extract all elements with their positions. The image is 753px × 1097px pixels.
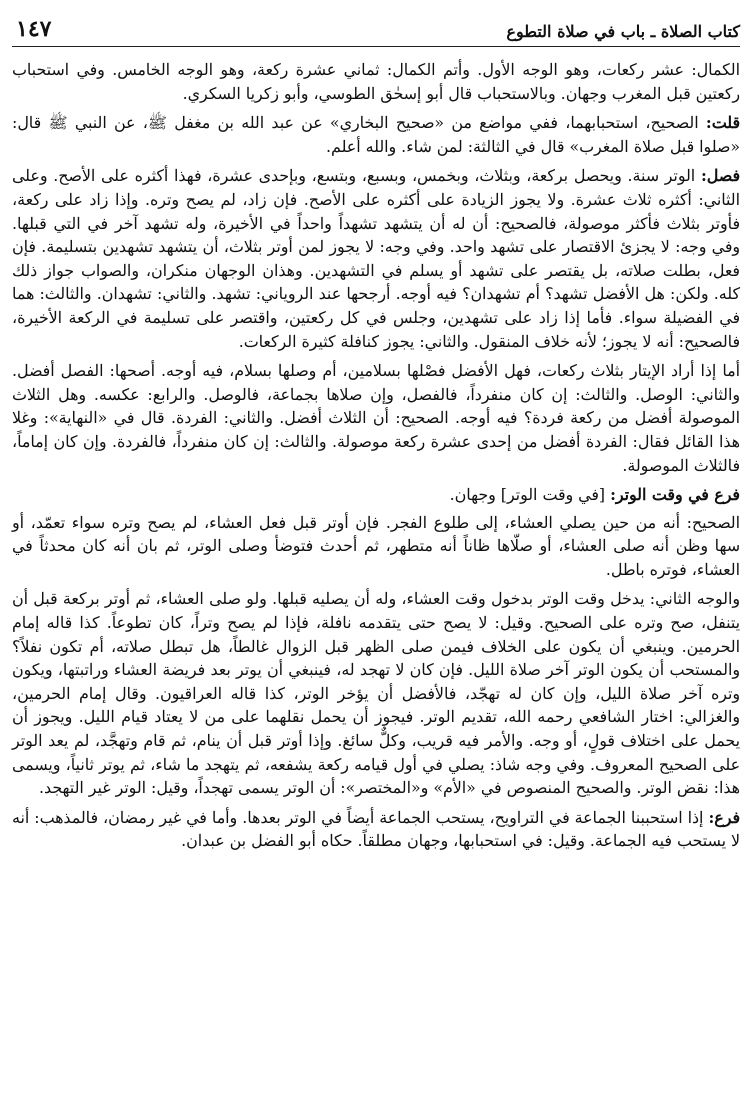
page-body bbox=[12, 58, 740, 1088]
paragraph-lead: قلت: bbox=[705, 113, 740, 133]
paragraph bbox=[12, 359, 740, 477]
paragraph bbox=[12, 111, 740, 158]
paragraph bbox=[12, 58, 740, 105]
paragraph-text: [في وقت الوتر] وجهان. bbox=[449, 485, 606, 505]
paragraph bbox=[12, 483, 740, 507]
header-rule bbox=[12, 46, 740, 47]
paragraph bbox=[12, 806, 740, 853]
paragraph-lead: فصل: bbox=[700, 166, 740, 186]
paragraph-text: الوتر سنة. ويحصل بركعة، وبثلاث، وبخمس، وبسبع، وبتسع، وبإحدى عشرة، فهذا أكثره على الأصح. وعلى الثاني: أكثره ثلاث عشرة. ولا يجوز الزيادة على أكثره على الأصح. فإن زاد، لم يصح وتره. وإذا زاد على ركعة، فأوتر بثلاث فأكثر موصولة، فالصحيح: أن له أن يتشهد تشهداً واحداً في الأخيرة، وله تشهد آخر في التي قبلها. وفي وجه: لا يجزئ الاقتصار على تشهد واحد. وفي وجه: لا يجوز لمن أوتر بثلاث، أن يتشهد تشهدين بتسليمة. فإن فعل، بطلت صلاته، بل يقتصر على تشهد أو يسلم في التشهدين. وهذان الوجهان منكران، والصواب جواز ذلك كله. ولكن: هل الأفضل تشهد؟ أم تشهدان؟ فيه أوجه. أرجحها عند الروياني: تشهد. والثاني: تشهدان. والثالث: هما في الفضيلة سواء. فأما إذا زاد على تشهدين، وجلس في كل ركعتين، واقتصر على تسليمة في الركعة الأخيرة، فالصحيح: أنه لا يجوز؛ لأنه خلاف المنقول. والثاني: يجوز كنافلة كثيرة الركعات. bbox=[12, 166, 740, 351]
paragraph-text: الكمال: عشر ركعات، وهو الوجه الأول. وأتم الكمال: ثماني عشرة ركعة، وهو الوجه الخامس. وفي استحباب ركعتين قبل المغرب وجهان. وبالاستحباب قال أبو إسحٰق الطوسي، وأبو زكريا السكري. bbox=[12, 60, 740, 103]
page-header bbox=[12, 14, 740, 44]
paragraph-text: إذا استحببنا الجماعة في التراويح، يستحب الجماعة أيضاً في الوتر بعدها. وأما في غير رمضان، فالمذهب: أنه لا يستحب فيه الجماعة. وقيل: في استحبابها، وجهان مطلقاً. حكاه أبو الفضل بن عبدان. bbox=[11, 807, 740, 851]
paragraph-text: الصحيح: أنه من حين يصلي العشاء، إلى طلوع الفجر. فإن أوتر قبل فعل العشاء، لم يصح وتره سواء تعمّد، أو سها وظن أنه صلى العشاء، أو صلّاها ظاناً أنه متطهر، ثم أحدث فتوضأ وصلى الوتر، ثم بان أنه كان محدثاً في العشاء، فوتره باطل. bbox=[12, 512, 740, 579]
running-title: كتاب الصلاة ـ باب في صلاة التطوع bbox=[506, 22, 740, 41]
paragraph bbox=[12, 511, 740, 582]
paragraph-text: والوجه الثاني: يدخل وقت الوتر بدخول وقت العشاء، وله أن يصليه قبلها. ولو صلى العشاء، ثم أوتر بركعة قبل أن يتنفل، صح وتره على الصحيح. وقيل: لا يصح حتى يتقدمه نافلة، فإذا لم يصح وتراً، كان تطوعاً. كذا قاله إمام الحرمين. وينبغي أن يكون على الخلاف فيمن صلى الظهر قبل الزوال غالطاً، هل تبطل صلاته، أم تكون نفلاً؟ والمستحب أن يكون الوتر آخر صلاة الليل. فإن كان لا تهجد له، فينبغي أن يوتر بعد فريضة العشاء وراتبتها، ويكون وتره آخر صلاة الليل، وإن كان له تهجّد، فالأفضل أن يؤخر الوتر، كذا قاله العراقيون. وقال إمام الحرمين، والغزالي: اختار الشافعي رحمه الله، تقديم الوتر. فيجوز أن يحمل نقلهما على من لا يعتاد قيام الليل. ويجوز أن يحمل على اختلاف قولٍ، أو وجه. والأمر فيه قريب، وكلٌّ سائغ. وإذا أوتر قبل أن ينام، ثم قام وتهجَّد، لم يعد الوتر على الصحيح المعروف. وفي وجه شاذ: يصلي في أول قيامه ركعة يشفعه، ثم يتهجد ما شاء، ثم يوتر ثانياً، ويسمى هذا: نقض الوتر. والصحيح المنصوص في «الأم» و«المختصر»: أن الوتر يسمى تهجداً، وقيل: الوتر غير التهجد. bbox=[12, 589, 741, 798]
paragraph-text: الصحيح، استحبابهما، ففي مواضع من «صحيح البخاري» عن عبد الله بن مغفل ﷺ، عن النبي ﷺ قال: «صلوا قبل صلاة المغرب» قال في الثالثة: لمن شاء. والله أعلم. bbox=[12, 113, 740, 156]
page-number: ١٤٧ bbox=[16, 16, 52, 42]
paragraph-text: أما إذا أراد الإيتار بثلاث ركعات، فهل الأفضل فصْلها بسلامين، أم وصلها بسلام، فيه أوجه. أصحها: الفصل أفضل. والثاني: الوصل. والثالث: إن كان منفرداً، فالفصل، وإن صلاها بجماعة، فالوصل. والرابع: عكسه. وهل الثلاث الموصولة أفضل من ركعة فردة؟ فيه أوجه. الصحيح: أن الثلاث أفضل. والثاني: الفردة. قال في «النهاية»: وغلا هذا القائل فقال: الفردة أفضل من إحدى عشرة ركعة موصولة. والثالث: إن كان منفرداً، فالفردة. وإن كان إماماً، فالثلاث الموصولة. bbox=[12, 361, 740, 475]
paragraph bbox=[12, 587, 740, 799]
paragraph bbox=[12, 164, 740, 353]
paragraph-lead: فرع في وقت الوتر: bbox=[610, 485, 740, 505]
paragraph-lead: فرع: bbox=[708, 807, 740, 827]
